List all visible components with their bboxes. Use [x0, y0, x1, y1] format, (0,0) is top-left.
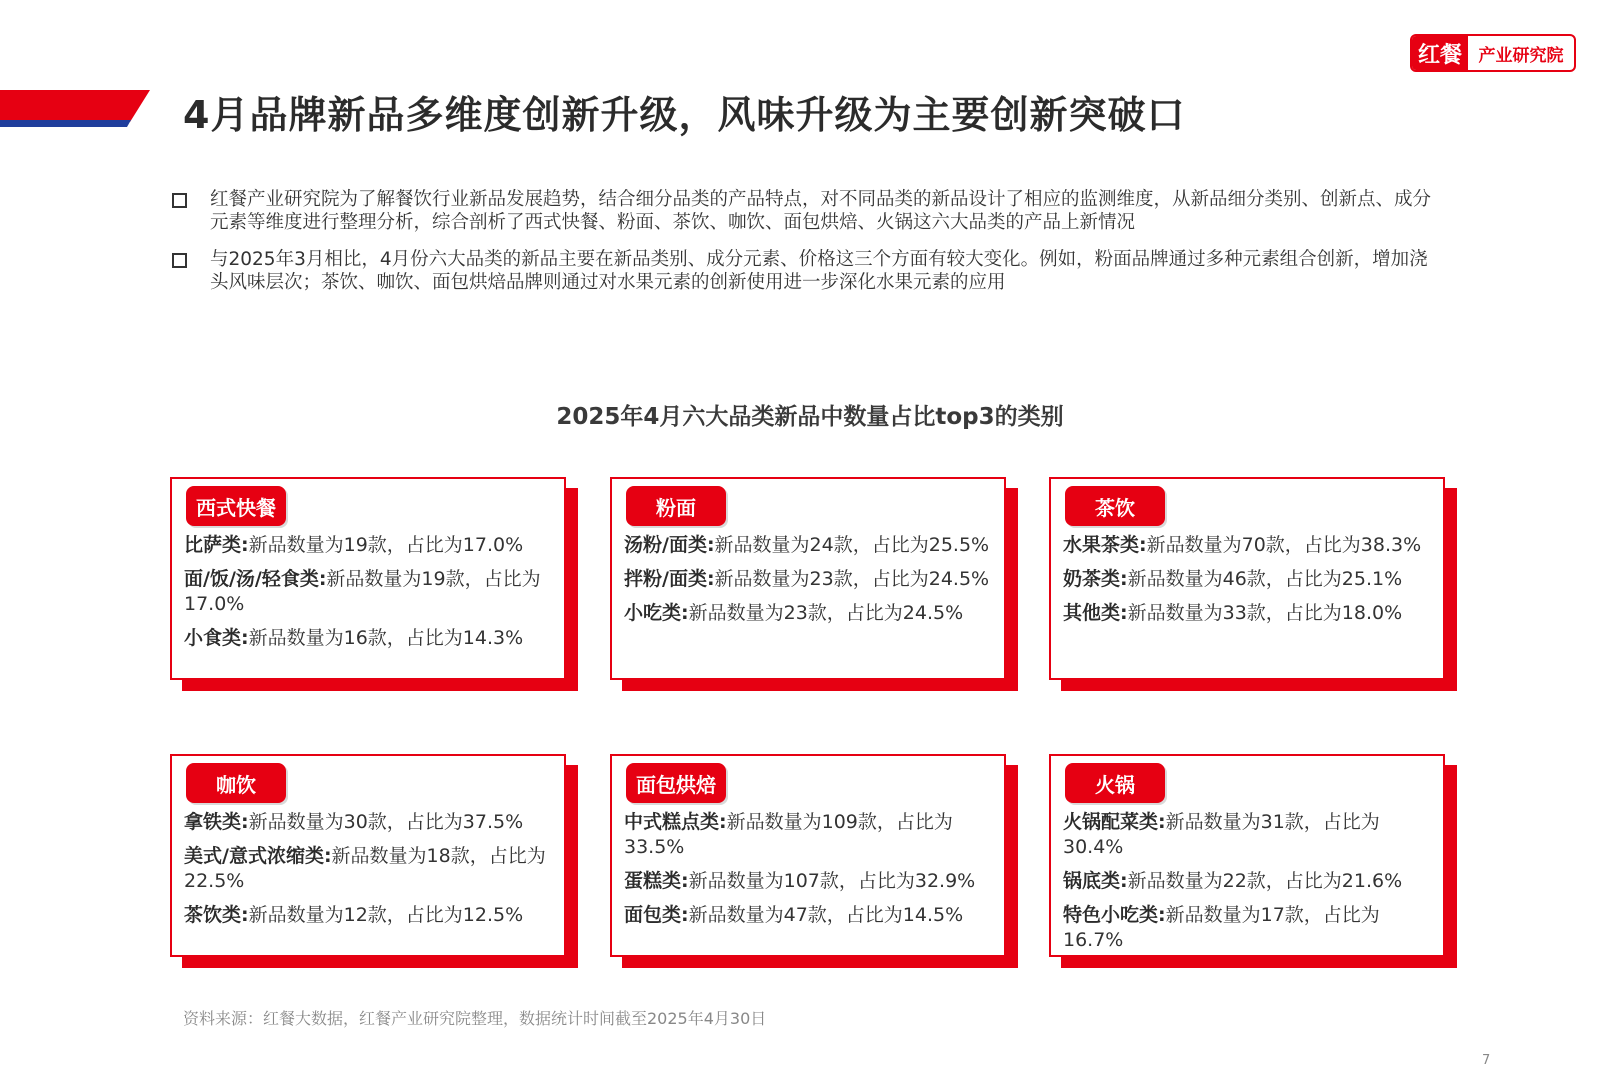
page-title: 4月品牌新品多维度创新升级，风味升级为主要创新突破口 [183, 93, 1186, 137]
category-item: 水果茶类:新品数量为70款，占比为38.3% [1063, 534, 1422, 556]
category-item: 蛋糕类:新品数量为107款，占比为32.9% [624, 870, 976, 892]
category-item: 小吃类:新品数量为23款，占比为24.5% [624, 602, 964, 624]
category-tag: 咖饮 [186, 763, 286, 803]
category-tag: 火锅 [1065, 763, 1165, 803]
category-card-bakery [610, 754, 1006, 959]
category-item: 茶饮类:新品数量为12款，占比为12.5% [184, 904, 524, 926]
card-face [1049, 754, 1445, 957]
category-card-hotpot [1049, 754, 1445, 959]
card-face [610, 477, 1006, 680]
category-tag: 西式快餐 [186, 486, 286, 526]
category-item: 面包类:新品数量为47款，占比为14.5% [624, 904, 964, 926]
square-bullet-icon [172, 193, 187, 208]
category-tag: 茶饮 [1065, 486, 1165, 526]
title-accent-bar [0, 90, 160, 130]
card-face [610, 754, 1006, 957]
bullet-item [172, 188, 1442, 234]
category-card-western-fastfood [170, 477, 566, 682]
category-item: 特色小吃类:新品数量为17款，占比为16.7% [1063, 904, 1380, 951]
card-face [170, 754, 566, 957]
category-tag: 粉面 [626, 486, 726, 526]
bullet-text: 红餐产业研究院为了解餐饮行业新品发展趋势，结合细分品类的产品特点，对不同品类的新品设计了相应的监测维度，从新品细分类别、创新点、成分元素等维度进行整理分析，综合剖析了西式快餐、粉面、茶饮、咖饮、面包烘焙、火锅这六大品类的产品上新情况 [210, 189, 1432, 233]
category-item: 拌粉/面类:新品数量为23款，占比为24.5% [624, 568, 990, 590]
category-item: 中式糕点类:新品数量为109款，占比为33.5% [624, 811, 953, 858]
category-item: 汤粉/面类:新品数量为24款，占比为25.5% [624, 534, 990, 556]
category-card-coffee [170, 754, 566, 959]
category-tag: 面包烘焙 [626, 763, 726, 803]
square-bullet-icon [172, 253, 187, 268]
bullet-text: 与2025年3月相比，4月份六大品类的新品主要在新品类别、成分元素、价格这三个方面有较大变化。例如，粉面品牌通过多种元素组合创新，增加浇头风味层次；茶饮、咖饮、面包烘焙品牌则通过对水果元素的创新使用进一步深化水果元素的应用 [210, 249, 1428, 293]
card-face [1049, 477, 1445, 680]
category-item: 面/饭/汤/轻食类:新品数量为19款，占比为17.0% [184, 568, 541, 615]
category-item: 美式/意式浓缩类:新品数量为18款，占比为22.5% [184, 845, 546, 892]
category-item: 其他类:新品数量为33款，占比为18.0% [1063, 602, 1403, 624]
category-item: 小食类:新品数量为16款，占比为14.3% [184, 627, 524, 649]
brand-logo [1410, 34, 1576, 72]
category-item: 比萨类:新品数量为19款，占比为17.0% [184, 534, 524, 556]
category-item: 拿铁类:新品数量为30款，占比为37.5% [184, 811, 524, 833]
section-subtitle: 2025年4月六大品类新品中数量占比top3的类别 [556, 404, 1064, 430]
intro-bullets [172, 188, 1442, 308]
category-item: 锅底类:新品数量为22款，占比为21.6% [1063, 870, 1403, 892]
logo-mark: 红餐 [1412, 36, 1468, 70]
card-face [170, 477, 566, 680]
page-number: 7 [1482, 1053, 1491, 1068]
category-card-noodles [610, 477, 1006, 682]
category-item: 奶茶类:新品数量为46款，占比为25.1% [1063, 568, 1403, 590]
source-note: 资料来源：红餐大数据，红餐产业研究院整理，数据统计时间截至2025年4月30日 [183, 1009, 767, 1028]
category-item: 火锅配菜类:新品数量为31款，占比为30.4% [1063, 811, 1380, 858]
category-card-tea-drinks [1049, 477, 1445, 682]
logo-text: 产业研究院 [1478, 45, 1564, 66]
bullet-item [172, 248, 1442, 294]
